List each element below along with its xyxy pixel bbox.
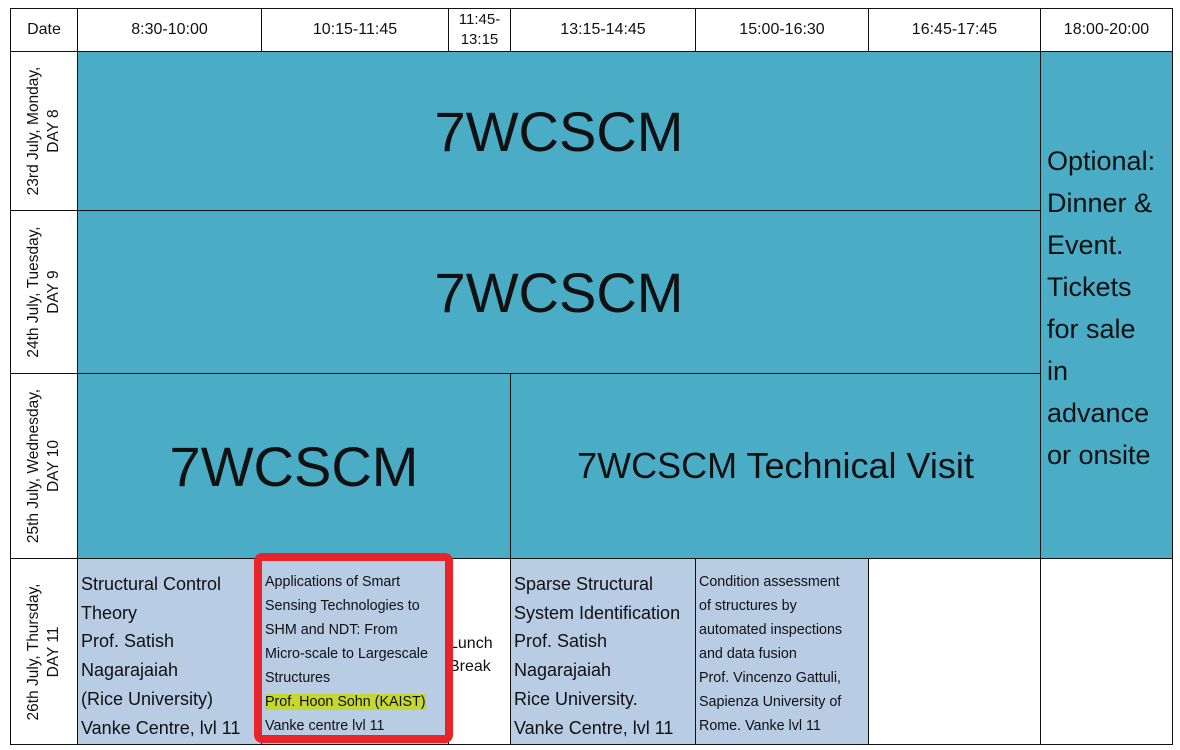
day11-session-structural-control: Structural Control Theory Prof. Satish Nagarajaiah (Rice University) Vanke Centre, lvl 11 (77, 558, 262, 745)
day11-session-smart-sensing: Applications of Smart Sensing Technologies to SHM and NDT: From Micro-scale to Largescale Structures Prof. Hoon Sohn (KAIST) Vanke centre lvl 11 (261, 558, 449, 745)
day10-morning-block: 7WCSCM (77, 373, 511, 559)
red-annotation-box (254, 553, 453, 743)
day-label-8: 23rd July, Monday, DAY 8 (10, 51, 78, 211)
day8-conference-block: 7WCSCM (77, 51, 1041, 211)
day11-session-condition-assessment: Condition assessment of structures by automated inspections and data fusion Prof. Vincenzo Gattuli, Sapienza University of Rome. Vanke lvl 11 (695, 558, 869, 745)
highlighted-speaker: Prof. Hoon Sohn (KAIST) (265, 694, 426, 710)
header-slot-4: 13:15-14:45 (510, 8, 696, 52)
day11-session-sparse-identification: Sparse Structural System Identification Prof. Satish Nagarajaiah Rice University. Vanke Centre, lvl 11 (510, 558, 696, 745)
day11-empty-slot-7 (1040, 558, 1173, 745)
header-slot-1: 8:30-10:00 (77, 8, 262, 52)
header-slot-2: 10:15-11:45 (261, 8, 449, 52)
header-slot-3: 11:45- 13:15 (448, 8, 511, 52)
header-slot-5: 15:00-16:30 (695, 8, 869, 52)
day10-technical-visit-block: 7WCSCM Technical Visit (510, 373, 1041, 559)
day-label-9: 24th July, Tuesday, DAY 9 (10, 210, 78, 374)
day-label-11: 26th July, Thursday, DAY 11 (10, 558, 78, 745)
day11-lunch-break: Lunch Break (448, 558, 511, 745)
day9-conference-block: 7WCSCM (77, 210, 1041, 374)
day11-empty-slot-6 (868, 558, 1041, 745)
header-date: Date (10, 8, 78, 52)
optional-dinner-event: Optional: Dinner & Event. Tickets for sale in advance or onsite (1040, 51, 1173, 559)
day-label-10: 25th July, Wednesday, DAY 10 (10, 373, 78, 559)
header-slot-7: 18:00-20:00 (1040, 8, 1173, 52)
header-slot-6: 16:45-17:45 (868, 8, 1041, 52)
